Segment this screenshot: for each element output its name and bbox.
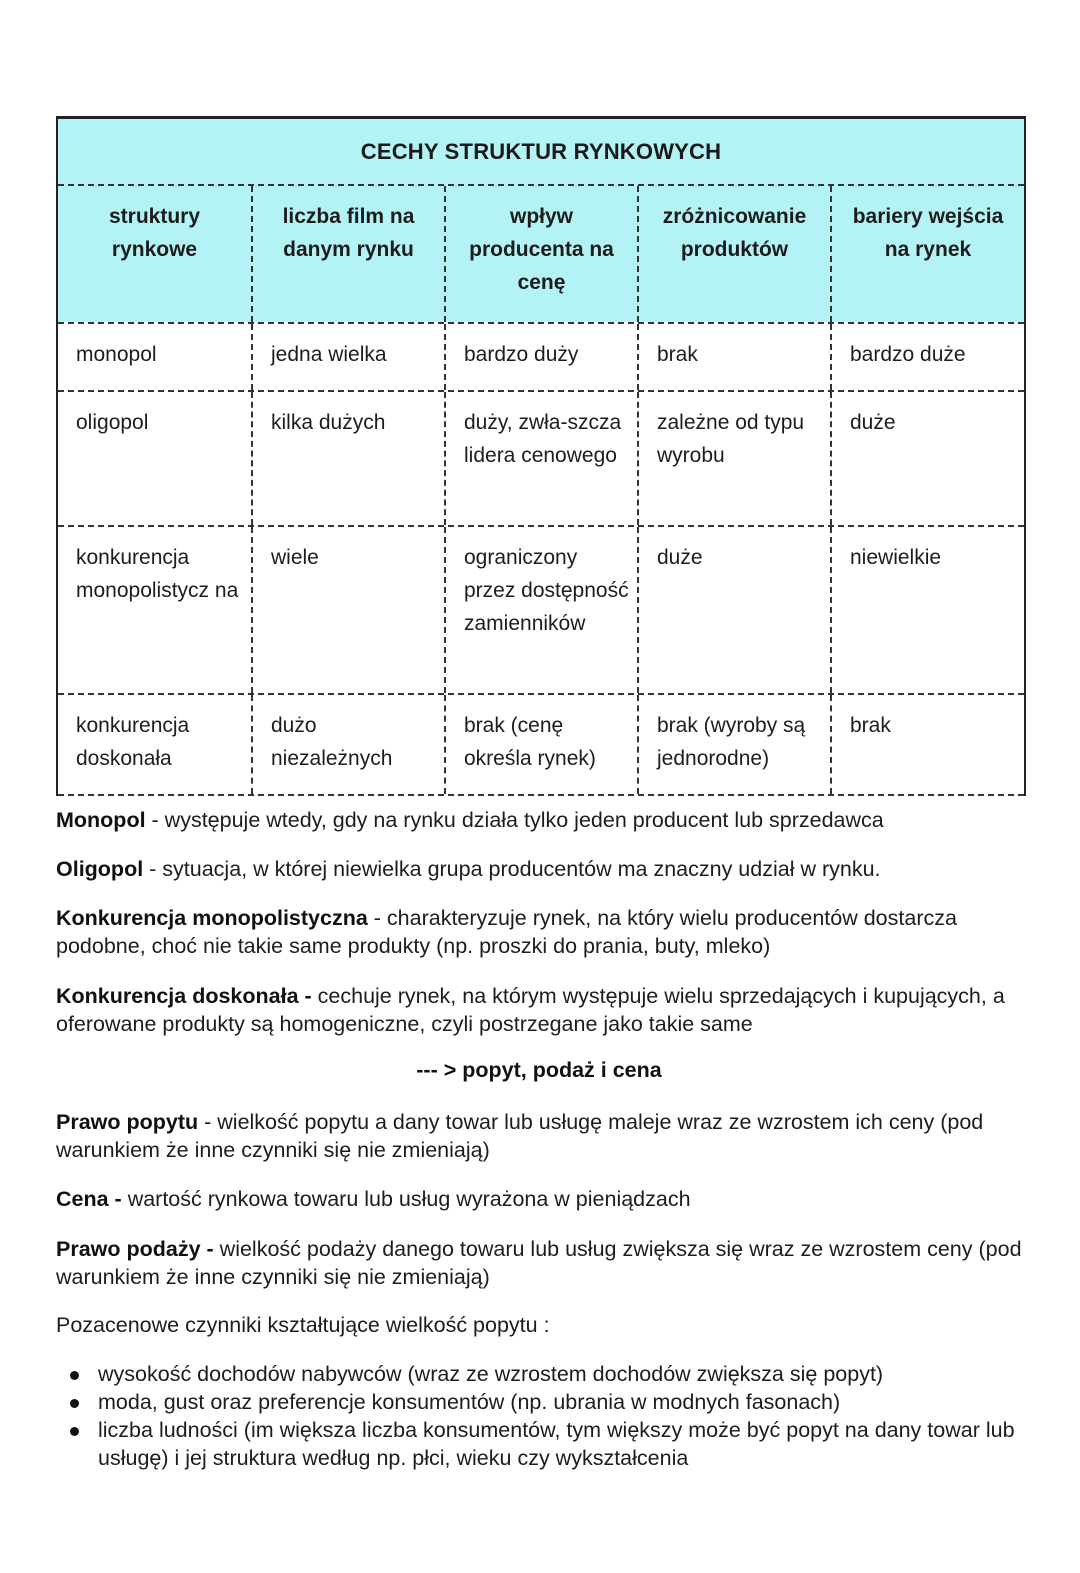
- definition-text: - sytuacja, w której niewielka grupa producentów ma znaczny udział w rynku.: [143, 857, 881, 881]
- bullet-icon: [70, 1399, 79, 1408]
- definition-text: - charakteryzuje rynek, na który wielu producentów dostarcza podobne, choć nie takie same produkty (np. proszki do prania, buty, mleko): [56, 906, 957, 958]
- table-cell: jedna wielka: [251, 324, 444, 390]
- table-cell: niewielkie: [830, 527, 1024, 693]
- definition-text: cechuje rynek, na którym występuje wielu sprzedających i kupujących, a oferowane produkty są homogeniczne, czyli postrzegane jako takie same: [56, 984, 1005, 1036]
- definition-oligopol: [56, 855, 1028, 883]
- definition-term: Oligopol: [56, 857, 144, 881]
- list-item: [56, 1360, 1028, 1388]
- law-term: Cena -: [56, 1187, 128, 1211]
- table-cell: brak: [637, 324, 830, 390]
- law-supply: [56, 1235, 1028, 1291]
- definition-monopol: [56, 806, 1028, 834]
- table-cell: zależne od typu wyrobu: [637, 392, 830, 525]
- table-cell: brak (cenę określa rynek): [444, 695, 637, 794]
- table-row: [58, 693, 1024, 796]
- table-cell: konkurencja doskonała: [76, 714, 190, 770]
- header-cell: bariery wejścia na rynek: [830, 186, 1024, 322]
- definition-monopolistic-competition: [56, 904, 1028, 960]
- table-cell: ograniczony przez dostępność zamienników: [444, 527, 637, 693]
- bullet-icon: [70, 1371, 79, 1380]
- table-cell: bardzo duże: [830, 324, 1024, 390]
- table-cell: bardzo duży: [444, 324, 637, 390]
- table-cell: kilka dużych: [251, 392, 444, 525]
- table-cell: duży, zwła-szcza lidera cenowego: [444, 392, 637, 525]
- table-row: [58, 322, 1024, 390]
- definition-term: Konkurencja monopolistyczna: [56, 906, 368, 930]
- table-header-row: [58, 184, 1024, 322]
- header-cell: struktury rynkowe: [108, 205, 201, 261]
- table-cell: brak (wyroby są jednorodne): [637, 695, 830, 794]
- definition-price: [56, 1185, 1028, 1213]
- table-cell: dużo niezależnych: [251, 695, 444, 794]
- header-cell: liczba film na danym rynku: [251, 186, 444, 322]
- law-term: Prawo podaży -: [56, 1237, 220, 1261]
- law-demand: [56, 1108, 1028, 1164]
- table-title: CECHY STRUKTUR RYNKOWYCH: [58, 116, 1024, 184]
- law-text: - wielkość popytu a dany towar lub usługę maleje wraz ze wzrostem ich ceny (pod warunkiem że inne czynniki się nie zmieniają): [56, 1110, 984, 1162]
- table-cell: monopol: [76, 343, 157, 366]
- table-row: [58, 390, 1024, 525]
- header-cell: wpływ producenta na cenę: [444, 186, 637, 322]
- table-cell: duże: [830, 392, 1024, 525]
- law-term: Prawo popytu: [56, 1110, 199, 1134]
- list-item-text: liczba ludności (im większa liczba konsumentów, tym większy może być popyt na dany towar lub usługę) i jej struktura według np. płci, wieku czy wykształcenia: [98, 1418, 1015, 1470]
- table-row: [58, 525, 1024, 693]
- table-cell: oligopol: [76, 411, 149, 434]
- header-cell: zróżnicowanie produktów: [637, 186, 830, 322]
- list-item: [56, 1416, 1028, 1472]
- definition-term: Konkurencja doskonała -: [56, 984, 318, 1008]
- table-cell: brak: [830, 695, 1024, 794]
- table-cell: wiele: [251, 527, 444, 693]
- table-cell: duże: [637, 527, 830, 693]
- table-cell: konkurencja monopolistycz na: [76, 546, 239, 602]
- definition-term: Monopol: [56, 808, 146, 832]
- definition-text: - występuje wtedy, gdy na rynku działa tylko jeden producent lub sprzedawca: [145, 808, 884, 832]
- factors-intro: Pozacenowe czynniki kształtujące wielkość popytu :: [56, 1313, 550, 1337]
- market-structures-table: [56, 116, 1026, 796]
- list-item-text: wysokość dochodów nabywców (wraz ze wzrostem dochodów zwiększa się popyt): [98, 1362, 884, 1386]
- list-item: [56, 1388, 1028, 1416]
- factors-list: [56, 1360, 1028, 1472]
- definition-perfect-competition: [56, 982, 1028, 1038]
- law-text: wielkość podaży danego towaru lub usług zwiększa się wraz ze wzrostem ceny (pod warunkiem że inne czynniki się nie zmieniają): [56, 1237, 1022, 1289]
- law-text: wartość rynkowa towaru lub usług wyrażona w pieniądzach: [127, 1187, 691, 1211]
- bullet-icon: [70, 1427, 79, 1436]
- section-heading: --- > popyt, podaż i cena: [416, 1058, 662, 1082]
- list-item-text: moda, gust oraz preferencje konsumentów (np. ubrania w modnych fasonach): [98, 1390, 841, 1414]
